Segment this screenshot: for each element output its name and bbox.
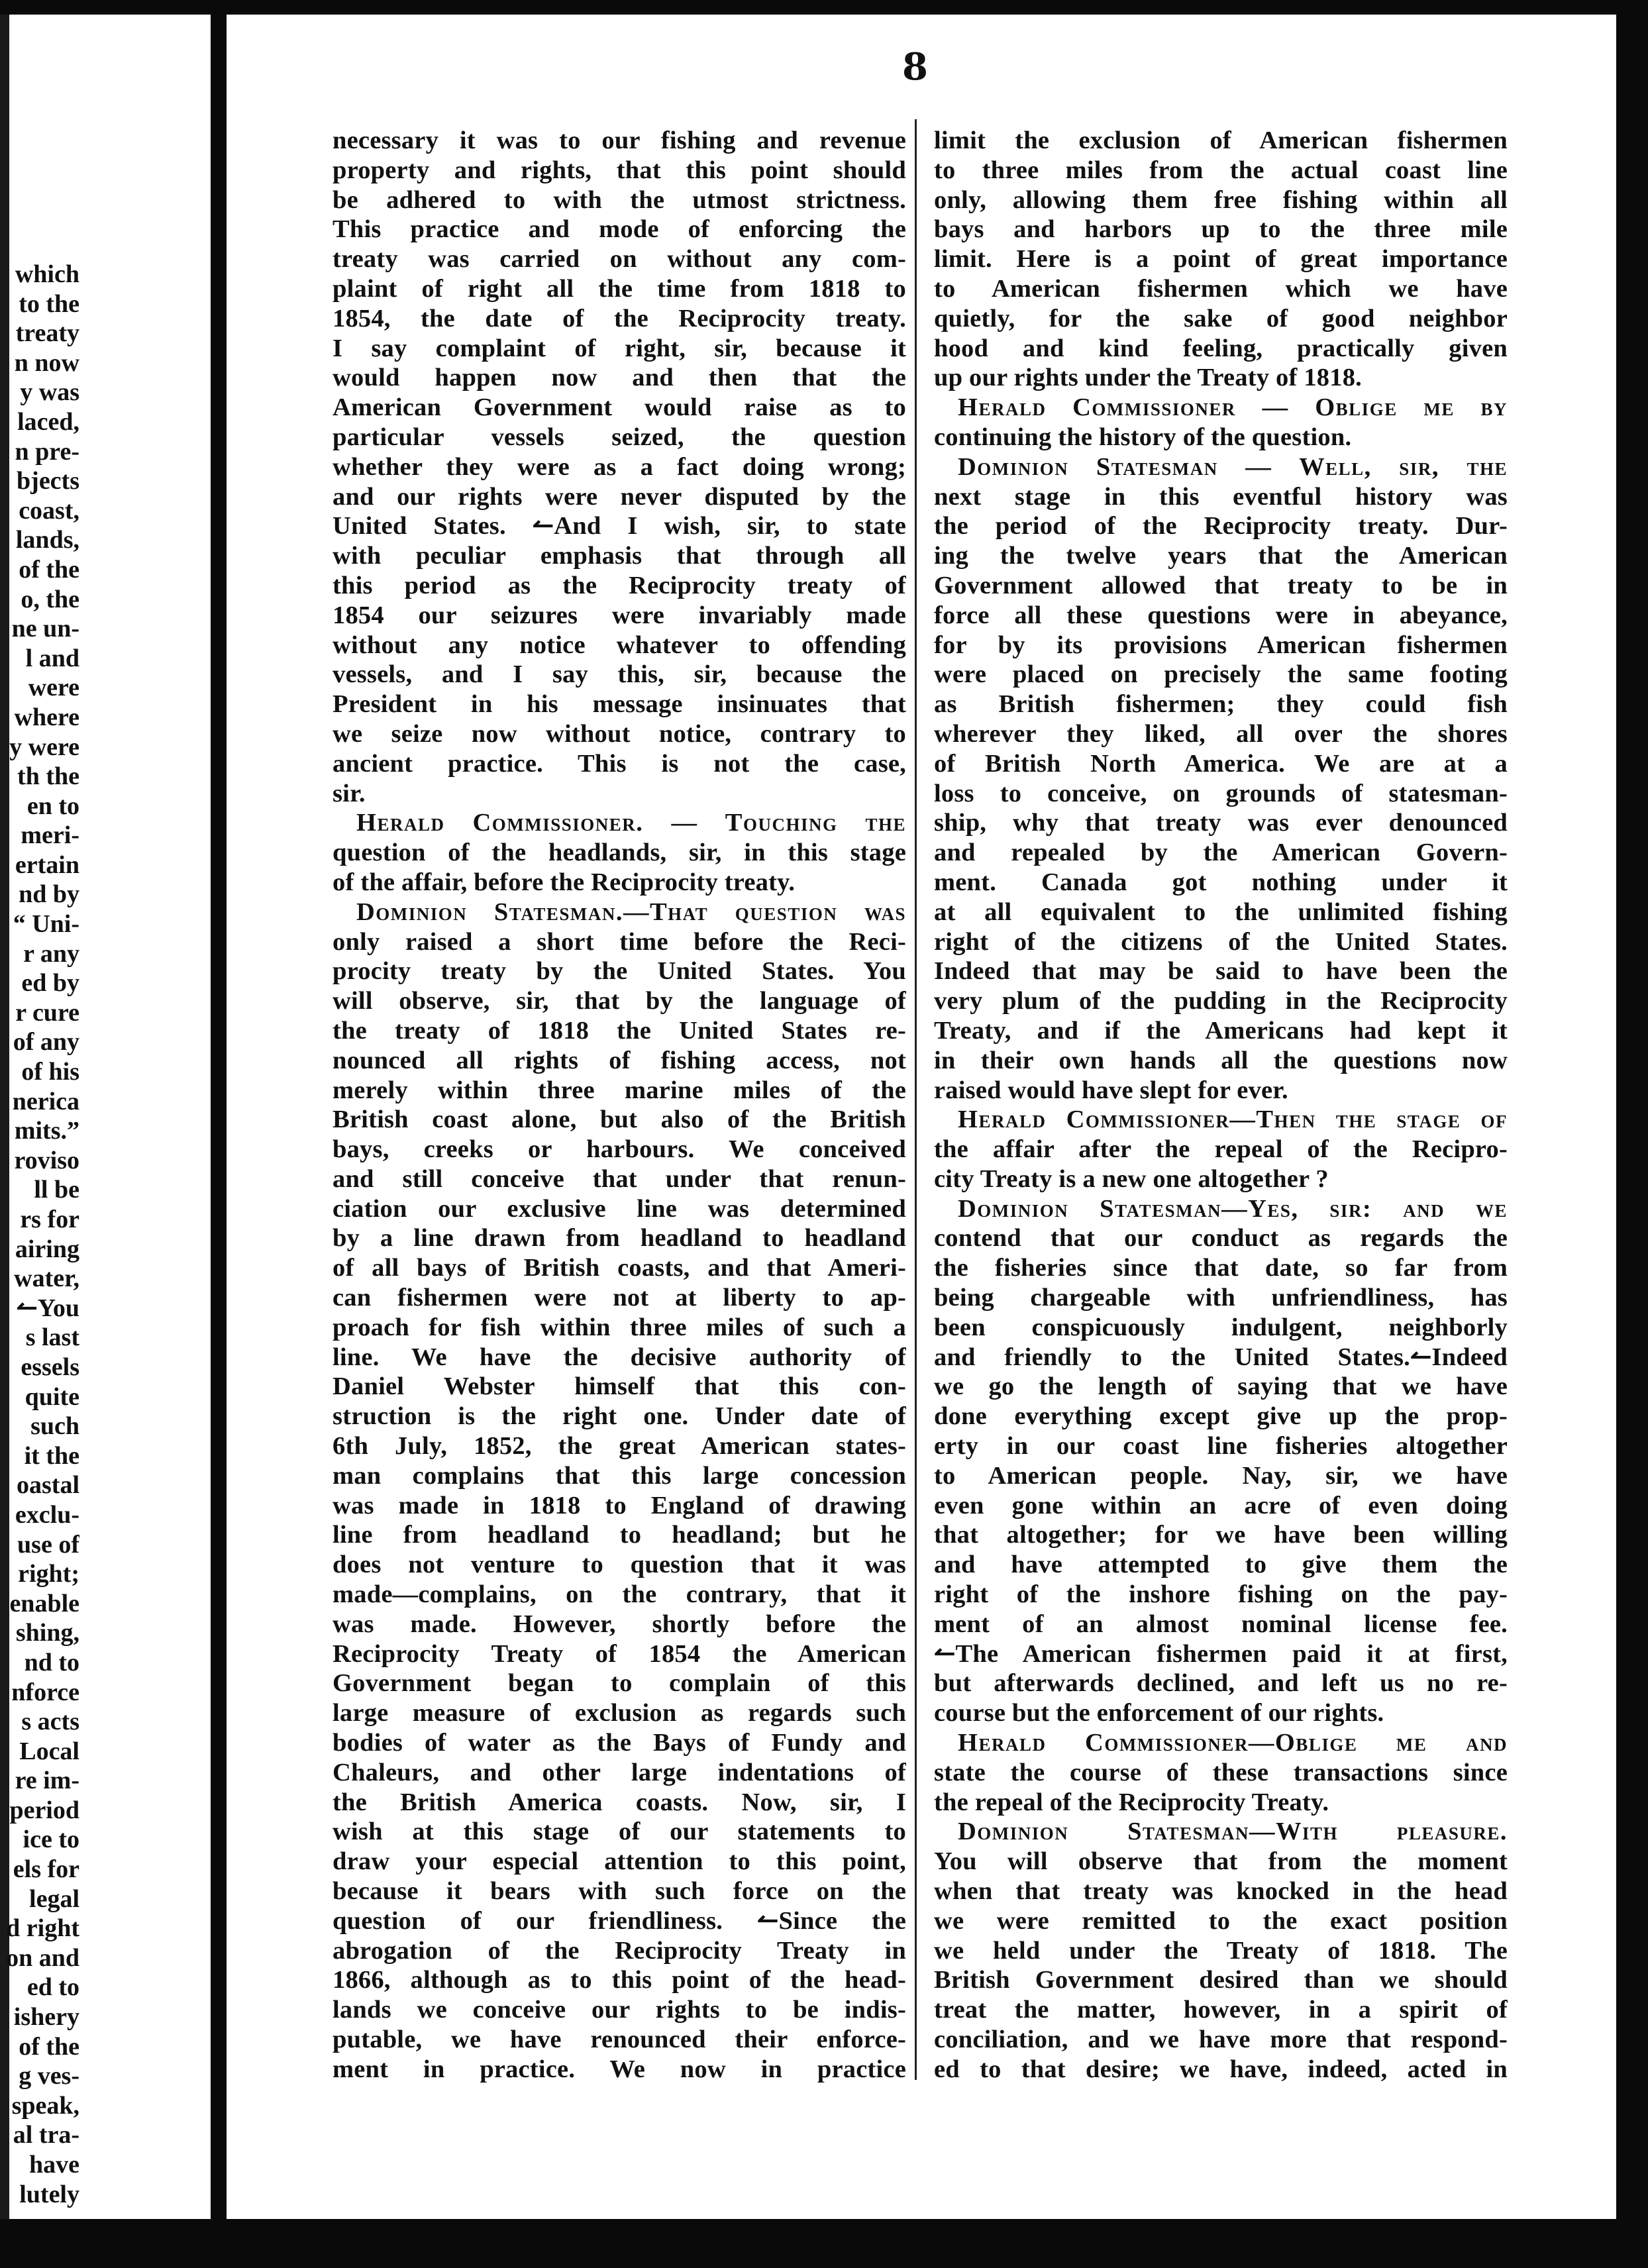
left-column-line: lands we conceive our rights to be indis- — [333, 1996, 906, 2024]
fragment-line: bjects — [17, 467, 79, 495]
left-column-line: ment in practice. We now in practice — [333, 2055, 906, 2083]
left-column-line: only raised a short time before the Reci- — [333, 927, 906, 956]
fragment-line: of his — [21, 1058, 79, 1086]
fragment-line: ↼You — [16, 1294, 79, 1322]
right-column-line: Indeed that may be said to have been the — [934, 957, 1508, 986]
fragment-line: en to — [26, 792, 79, 820]
right-column-line: to three miles from the actual coast line — [934, 156, 1508, 184]
left-column-line: Chaleurs, and other large indentations of — [333, 1758, 906, 1786]
fragment-line: rs for — [20, 1206, 79, 1233]
right-column-line: the fisheries since that date, so far from — [934, 1254, 1508, 1282]
left-column-line: whether they were as a fact doing wrong; — [333, 452, 906, 481]
right-column-line: bays and harbors up to the three mile — [934, 215, 1508, 244]
left-column-line: Daniel Webster himself that this con- — [333, 1372, 906, 1401]
left-column-line: necessary it was to our fishing and revenue — [333, 127, 906, 154]
left-column-line: be adhered to with the utmost strictness. — [333, 185, 906, 214]
fragment-line: period — [9, 1796, 79, 1824]
right-column-line: but afterwards declined, and left us no re- — [934, 1669, 1508, 1698]
fragment-line: els for — [13, 1855, 79, 1884]
left-column-line: treaty was carried on without any com- — [333, 245, 906, 274]
fragment-line: enable — [9, 1589, 79, 1618]
left-column-line: putable, we have renounced their enforce- — [333, 2026, 906, 2053]
left-column-line: This practice and mode of enforcing the — [333, 215, 906, 244]
left-column-line: Reciprocity Treaty of 1854 the American — [333, 1639, 906, 1668]
scan-border-bottom — [0, 2219, 1648, 2268]
right-column-line: to American people. Nay, sir, we have — [934, 1461, 1508, 1490]
right-column-line: ing the twelve years that the American — [934, 542, 1508, 570]
fragment-line: exclu- — [15, 1500, 79, 1529]
previous-page-fragment-column — [0, 260, 79, 2220]
fragment-line: ne un- — [11, 615, 79, 643]
left-column-line: with peculiar emphasis that through all — [333, 542, 906, 570]
right-column-line: the repeal of the Reciprocity Treaty. — [934, 1788, 1329, 1816]
fragment-line: which — [15, 260, 79, 288]
right-column-line: and friendly to the United States.↼Indeed — [934, 1343, 1508, 1371]
right-column-line: Herald Commissioner — Oblige me by — [958, 393, 1508, 422]
fragment-line: nd to — [24, 1648, 79, 1676]
right-column-line: done everything except give up the prop- — [934, 1402, 1508, 1431]
left-column-line: sir. — [333, 779, 366, 807]
left-column-line: ciation our exclusive line was determined — [333, 1194, 906, 1223]
right-column-line: ship, why that treaty was ever denounced — [934, 809, 1508, 837]
fragment-line: treaty — [15, 319, 79, 348]
right-column-line: Dominion Statesman—Yes, sir: and we — [958, 1194, 1508, 1223]
right-column-line: been conspicuously indulgent, neighborly — [934, 1313, 1508, 1341]
left-column-line: because it bears with such force on the — [333, 1877, 906, 1906]
fragment-line: s last — [25, 1323, 79, 1352]
left-column-line: without any notice whatever to offending — [333, 631, 906, 659]
left-column-line: plaint of right all the time from 1818 to — [333, 274, 906, 303]
right-column-line: we go the length of saying that we have — [934, 1372, 1508, 1401]
fragment-line: y were — [9, 733, 79, 761]
right-column-line: erty in our coast line fisheries altogether — [934, 1432, 1508, 1461]
right-column-line: next stage in this eventful history was — [934, 482, 1508, 511]
left-column-line: does not venture to question that it was — [333, 1551, 906, 1579]
right-column-line: we held under the Treaty of 1818. The — [934, 1936, 1508, 1965]
fragment-line: on and — [6, 1943, 79, 1972]
fragment-line: such — [30, 1412, 79, 1441]
fragment-line: ll be — [34, 1176, 79, 1204]
fragment-line: r cure — [15, 998, 79, 1027]
fragment-line: airing — [15, 1235, 79, 1263]
fragment-line: g ves- — [19, 2062, 79, 2090]
fragment-line: of the — [19, 2032, 79, 2061]
right-column-line: we were remitted to the exact position — [934, 1906, 1508, 1935]
fragment-line: r any — [23, 939, 79, 968]
right-column-line: right of the citizens of the United States. — [934, 927, 1508, 956]
right-column-line: Herald Commissioner—Then the stage of — [958, 1106, 1508, 1134]
right-column-line: only, allowing them free fishing within all — [934, 185, 1508, 214]
text-column-left — [333, 126, 906, 2219]
right-column-line: as British fishermen; they could fish — [934, 690, 1508, 719]
right-column-line: and repealed by the American Govern- — [934, 839, 1508, 867]
left-column-line: large measure of exclusion as regards such — [333, 1699, 906, 1727]
left-column-line: vessels, and I say this, sir, because the — [333, 660, 906, 689]
left-column-line: by a line drawn from headland to headland — [333, 1224, 906, 1253]
right-column-line: when that treaty was knocked in the head — [934, 1877, 1508, 1906]
left-column-line: nounced all rights of fishing access, not — [333, 1046, 906, 1074]
fragment-line: nforce — [11, 1678, 79, 1706]
fragment-line: meri- — [21, 821, 79, 850]
fragment-line: n pre- — [15, 437, 79, 466]
left-column-line: 1854, the date of the Reciprocity treaty. — [333, 304, 906, 333]
left-column-line: would happen now and then that the — [333, 364, 906, 392]
left-column-line: American Government would raise as to — [333, 393, 906, 422]
left-column-line: bodies of water as the Bays of Fundy and — [333, 1729, 906, 1757]
fragment-line: l and — [25, 644, 79, 672]
left-column-line: we seize now without notice, contrary to — [333, 719, 906, 748]
left-column-line: was made. However, shortly before the — [333, 1610, 906, 1638]
fragment-line: re im- — [15, 1767, 79, 1795]
right-column-line: at all equivalent to the unlimited fishing — [934, 898, 1508, 926]
right-column-line: limit the exclusion of American fishermen — [934, 127, 1508, 154]
fragment-line: ertain — [15, 850, 79, 879]
left-column-line: President in his message insinuates that — [333, 690, 906, 719]
fragment-line: nerica — [12, 1087, 79, 1115]
left-column-line: Herald Commissioner. — Touching the — [356, 809, 906, 837]
fragment-line: where — [14, 703, 79, 731]
right-column-line: to American fishermen which we have — [934, 274, 1508, 303]
left-column-line: abrogation of the Reciprocity Treaty in — [333, 1936, 906, 1965]
left-column-line: struction is the right one. Under date of — [333, 1402, 906, 1431]
right-column-line: wherever they liked, all over the shores — [934, 719, 1508, 748]
left-column-line: this period as the Reciprocity treaty of — [333, 571, 906, 599]
right-column-line: ment of an almost nominal license fee. — [934, 1610, 1508, 1638]
fragment-line: it the — [24, 1441, 79, 1470]
right-column-line: British Government desired than we should — [934, 1966, 1508, 1994]
fragment-line: of the — [19, 555, 79, 584]
fragment-line: coast, — [19, 496, 79, 525]
fragment-line: right; — [18, 1560, 79, 1588]
left-column-line: 1866, although as to this point of the head- — [333, 1966, 906, 1994]
left-column-line: was made in 1818 to England of drawing — [333, 1491, 906, 1520]
fragment-line: laced, — [17, 407, 79, 436]
right-column-line: being chargeable with unfriendliness, has — [934, 1284, 1508, 1312]
fragment-line: have — [29, 2151, 79, 2179]
left-column-line: Dominion Statesman.—That question was — [356, 898, 906, 926]
left-column-line: and our rights were never disputed by the — [333, 482, 906, 511]
column-divider — [915, 119, 917, 2080]
right-column-line: ↼The American fishermen paid it at first, — [934, 1639, 1508, 1668]
right-column-line: up our rights under the Treaty of 1818. — [934, 364, 1362, 392]
right-column-line: conciliation, and we have more that respond- — [934, 2026, 1508, 2053]
right-column-line: for by its provisions American fishermen — [934, 631, 1508, 659]
right-column-line: the period of the Reciprocity treaty. Dur- — [934, 512, 1508, 541]
right-column-line: Dominion Statesman—With pleasure. — [958, 1818, 1508, 1846]
right-column-line: right of the inshore fishing on the pay- — [934, 1580, 1508, 1609]
fragment-line: nd by — [19, 880, 79, 909]
fragment-line: of any — [13, 1028, 79, 1057]
fragment-line: th the — [17, 762, 79, 791]
fragment-line: Local — [19, 1737, 79, 1765]
right-column-line: even gone within an acre of even doing — [934, 1491, 1508, 1520]
fragment-line: “ Uni- — [13, 910, 79, 939]
fragment-line: mits.” — [14, 1117, 79, 1145]
left-column-line: proach for fish within three miles of such a — [333, 1313, 906, 1341]
fragment-line: ed to — [26, 1973, 79, 2002]
left-column-line: question of the headlands, sir, in this stage — [333, 839, 906, 867]
left-column-line: the British America coasts. Now, sir, I — [333, 1788, 906, 1816]
right-column-line: ed to that desire; we have, indeed, acted in — [934, 2055, 1508, 2083]
left-column-line: British coast alone, but also of the British — [333, 1106, 906, 1134]
fragment-line: n now — [14, 348, 79, 377]
left-column-line: draw your especial attention to this point, — [333, 1847, 906, 1876]
left-column-line: Government began to complain of this — [333, 1669, 906, 1698]
fragment-line: to the — [19, 289, 79, 318]
right-column-line: very plum of the pudding in the Reciprocity — [934, 987, 1508, 1015]
fragment-line: essels — [21, 1353, 79, 1381]
right-column-line: and have attempted to give them the — [934, 1551, 1508, 1579]
fragment-line: water, — [14, 1264, 79, 1293]
fragment-line: oastal — [17, 1471, 79, 1500]
right-column-line: You will observe that from the moment — [934, 1847, 1508, 1876]
left-column-line: and still conceive that under that renun- — [333, 1164, 906, 1193]
left-column-line: property and rights, that this point should — [333, 156, 906, 184]
right-column-line: loss to conceive, on grounds of statesman- — [934, 779, 1508, 807]
right-column-line: raised would have slept for ever. — [934, 1076, 1288, 1104]
left-column-line: of all bays of British coasts, and that Ameri- — [333, 1254, 906, 1282]
left-column-line: the treaty of 1818 the United States re- — [333, 1016, 906, 1045]
left-column-line: line from headland to headland; but he — [333, 1521, 906, 1549]
fragment-line: ishery — [13, 2003, 79, 2032]
right-column-line: ment. Canada got nothing under it — [934, 868, 1508, 896]
right-column-line: state the course of these transactions since — [934, 1758, 1508, 1786]
left-column-line: particular vessels seized, the question — [333, 423, 906, 451]
left-column-line: United States. ↼And I wish, sir, to state — [333, 512, 906, 541]
scan-border-top — [0, 0, 1648, 15]
left-column-line: man complains that this large concession — [333, 1461, 906, 1490]
right-column-line: limit. Here is a point of great importance — [934, 245, 1508, 274]
right-column-line: treat the matter, however, in a spirit of — [934, 1996, 1508, 2024]
fragment-line: s acts — [21, 1708, 79, 1736]
fragment-line: lutely — [19, 2180, 79, 2208]
right-column-line: of British North America. We are at a — [934, 749, 1508, 778]
binding-gutter — [211, 15, 227, 2220]
fragment-line: use of — [17, 1530, 79, 1559]
fragment-line: lands, — [15, 526, 79, 554]
right-column-line: hood and kind feeling, practically given — [934, 334, 1508, 362]
page-number: 8 — [902, 45, 928, 89]
left-column-line: wish at this stage of our statements to — [333, 1818, 906, 1846]
fragment-line: d right — [6, 1914, 79, 1943]
left-column-line: 6th July, 1852, the great American states- — [333, 1432, 906, 1461]
fragment-line: al tra- — [13, 2121, 79, 2149]
right-column-line: were placed on precisely the same footing — [934, 660, 1508, 689]
fragment-line: legal — [29, 1884, 79, 1913]
left-column-line: of the affair, before the Reciprocity treaty. — [333, 868, 796, 896]
right-column-line: Government allowed that treaty to be in — [934, 571, 1508, 599]
right-column-line: course but the enforcement of our rights. — [934, 1699, 1384, 1727]
right-column-line: force all these questions were in abeyance, — [934, 601, 1508, 629]
fragment-line: ice to — [23, 1826, 79, 1854]
right-column-line: Herald Commissioner—Oblige me and — [958, 1729, 1508, 1757]
left-column-line: bays, creeks or harbours. We conceived — [333, 1135, 906, 1164]
fragment-line: o, the — [21, 585, 79, 613]
left-column-line: made—complains, on the contrary, that it — [333, 1580, 906, 1609]
left-column-line: procity treaty by the United States. You — [333, 957, 906, 986]
fragment-line: speak, — [11, 2091, 79, 2120]
fragment-line: ed by — [21, 969, 79, 998]
fragment-line: shing, — [15, 1619, 79, 1647]
left-column-line: can fishermen were not at liberty to ap- — [333, 1284, 906, 1312]
fragment-line: y was — [20, 378, 79, 407]
left-column-line: will observe, sir, that by the language of — [333, 987, 906, 1015]
right-column-line: Treaty, and if the Americans had kept it — [934, 1016, 1508, 1045]
left-column-line: I say complaint of right, sir, because it — [333, 334, 906, 362]
left-column-line: merely within three marine miles of the — [333, 1076, 906, 1104]
fragment-line: quite — [25, 1382, 79, 1411]
left-column-line: 1854 our seizures were invariably made — [333, 601, 906, 629]
right-column-line: contend that our conduct as regards the — [934, 1224, 1508, 1253]
right-column-line: the affair after the repeal of the Recipro- — [934, 1135, 1508, 1164]
left-column-line: question of our friendliness. ↼Since the — [333, 1906, 906, 1935]
right-column-line: Dominion Statesman — Well, sir, the — [958, 452, 1508, 481]
right-column-line: in their own hands all the questions now — [934, 1046, 1508, 1074]
fragment-line: roviso — [14, 1146, 79, 1174]
left-column-line: ancient practice. This is not the case, — [333, 749, 906, 778]
right-column-line: continuing the history of the question. — [934, 423, 1352, 451]
fragment-line: were — [28, 674, 79, 702]
right-column-line: city Treaty is a new one altogether ? — [934, 1164, 1329, 1193]
scan-border-right — [1616, 0, 1648, 2268]
text-column-right — [934, 126, 1508, 2219]
right-column-line: that altogether; for we have been willing — [934, 1521, 1508, 1549]
right-column-line: quietly, for the sake of good neighbor — [934, 304, 1508, 333]
left-column-line: line. We have the decisive authority of — [333, 1343, 906, 1371]
